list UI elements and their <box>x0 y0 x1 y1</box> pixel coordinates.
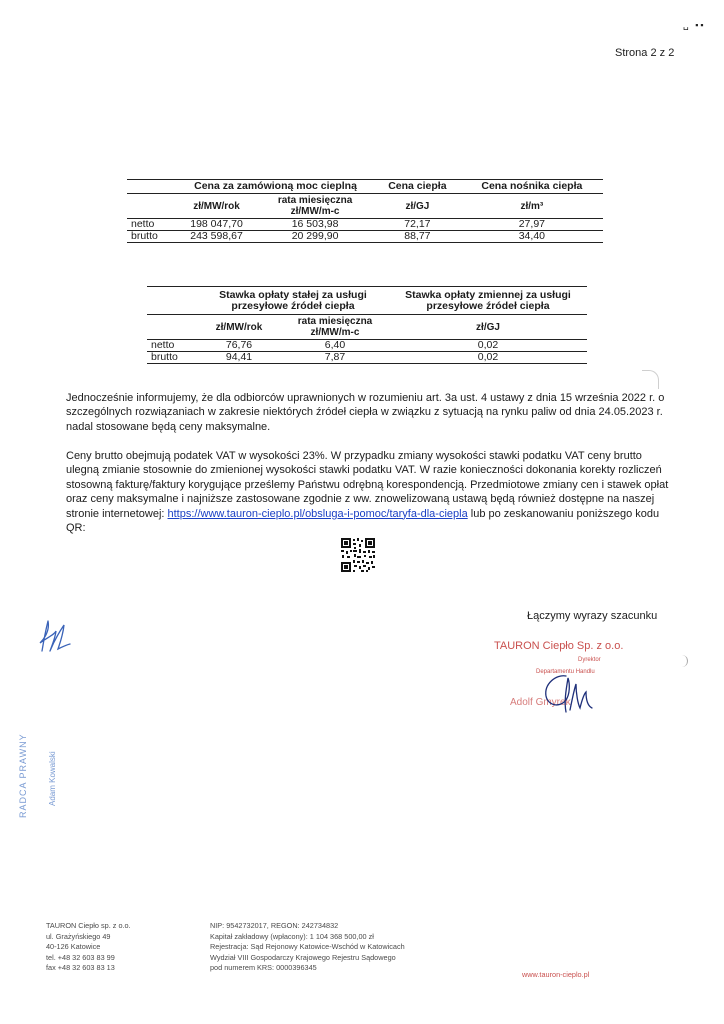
footer-line: 40-126 Katowice <box>46 942 101 951</box>
table-cell: 20 299,90 <box>256 231 374 243</box>
initials-signature <box>36 617 76 655</box>
margin-mark <box>681 655 688 667</box>
table-cell: 16 503,98 <box>256 219 374 231</box>
table-cell: 94,41 <box>197 352 281 364</box>
table-cell: 27,97 <box>461 219 603 231</box>
stamp-name: Adam Kowalski <box>48 751 57 806</box>
vat-paragraph-tail: lub po zeskanowaniu poniższego kodu QR: <box>66 507 660 535</box>
footer-website[interactable]: www.tauron-cieplo.pl <box>522 970 590 979</box>
footer-line: TAURON Ciepło sp. z o.o. <box>46 921 131 930</box>
col-group-fixed-fee: Stawka opłaty stałej za usługi przesyłowe źródeł ciepła <box>197 287 389 315</box>
table-row <box>147 340 587 352</box>
stamp-title: RADCA PRAWNY <box>18 733 28 818</box>
table-cell: 7,87 <box>281 352 389 364</box>
table-cell: 34,40 <box>461 231 603 243</box>
scan-mark: ␣ ▪▪ <box>683 20 706 30</box>
footer-line: Rejestracja: Sąd Rejonowy Katowice-Wschód w Katowicach <box>210 942 405 951</box>
table-row <box>147 352 587 364</box>
unit-header: zł/m³ <box>461 194 603 219</box>
stamp-line: Dyrektor <box>578 657 601 663</box>
footer-line: tel. +48 32 603 83 99 <box>46 952 115 962</box>
unit-header: zł/MW/rok <box>197 315 281 340</box>
footer-line: NIP: 9542732017, REGON: 242734832 <box>210 921 339 930</box>
table-cell: 6,40 <box>281 340 389 352</box>
table-cell: 0,02 <box>389 340 587 352</box>
footer-registry <box>210 921 405 974</box>
row-label: brutto <box>127 231 177 243</box>
max-price-paragraph: Jednocześnie informujemy, że dla odbiorców uprawnionych w rozumieniu art. 3a ust. 4 ustawy z dnia 15 września 2022 r. o szczególnych rozwiązaniach w zakresie niektórych źródeł ciepła w związku z sytuacją na rynku paliw od dnia 24.05.2023 r. nadal stosowane będą ceny maksymalne. <box>66 392 665 433</box>
table-cell: 72,17 <box>374 219 461 231</box>
footer-line: Wydział VIII Gospodarczy Krajowego Rejestru Sądowego <box>210 952 396 962</box>
vat-paragraph <box>66 449 670 535</box>
table-cell: 0,02 <box>389 352 587 364</box>
col-group-variable-fee: Stawka opłaty zmiennej za usługi przesyłowe źródeł ciepła <box>389 287 587 315</box>
footer-line: pod numerem KRS: 0000396345 <box>210 963 317 972</box>
vat-paragraph-text: Ceny brutto obejmują podatek VAT w wysokości 23%. W przypadku zmiany wysokości stawki podatku VAT ceny brutto ulegną zmianie stosownie do zmienionej wysokości stawki podatku VAT. W razie konieczności dokonania korekty rozliczeń stosowną fakturę/faktury korygujące prześlemy Państwu odrębną korespondencją. Przedmiotowe zmiany cen i stawek opłat oraz ceny maksymalne i najniższe zastosowane zgodnie z ww. znowelizowaną ustawą będą również dostępne na naszej stronie internetowej: <box>66 450 669 520</box>
footer-line: ul. Grażyńskiego 49 <box>46 931 111 941</box>
footer-line: fax +48 32 603 83 13 <box>46 963 115 972</box>
unit-header: rata miesięczna zł/MW/m-c <box>281 315 389 340</box>
transmission-fee-table <box>147 286 587 364</box>
legal-advisor-stamp <box>18 708 78 828</box>
row-label: netto <box>147 340 197 352</box>
stamp-line: Departamentu Handlu <box>536 669 595 675</box>
margin-mark <box>642 370 659 389</box>
footer-line: Kapitał zakładowy (wpłacony): 1 104 368 500,00 zł <box>210 931 374 941</box>
closing-line: Łączymy wyrazy szacunku <box>527 610 658 622</box>
stamp-name: Adolf Gmyrek <box>510 697 571 708</box>
director-signature <box>536 670 600 716</box>
row-label: brutto <box>147 352 197 364</box>
col-group-heat-price: Cena ciepła <box>374 180 461 194</box>
table-row <box>127 219 603 231</box>
qr-code[interactable] <box>340 537 376 573</box>
table-row <box>127 231 603 243</box>
row-label: netto <box>127 219 177 231</box>
table-cell: 198 047,70 <box>177 219 256 231</box>
unit-header: zł/GJ <box>374 194 461 219</box>
tariff-link[interactable]: https://www.tauron-cieplo.pl/obsluga-i-pomoc/taryfa-dla-ciepla <box>167 507 468 520</box>
unit-header: rata miesięczna zł/MW/m-c <box>256 194 374 219</box>
table-cell: 243 598,67 <box>177 231 256 243</box>
footer-company <box>46 921 131 974</box>
col-group-ordered-power: Cena za zamówioną moc cieplną <box>177 180 374 194</box>
table-cell: 88,77 <box>374 231 461 243</box>
table-cell: 76,76 <box>197 340 281 352</box>
page-number: Strona 2 z 2 <box>615 47 675 59</box>
col-group-carrier-price: Cena nośnika ciepła <box>461 180 603 194</box>
stamp-company: TAURON Ciepło Sp. z o.o. <box>494 640 624 652</box>
heat-price-table <box>127 179 603 243</box>
unit-header: zł/MW/rok <box>177 194 256 219</box>
unit-header: zł/GJ <box>389 315 587 340</box>
